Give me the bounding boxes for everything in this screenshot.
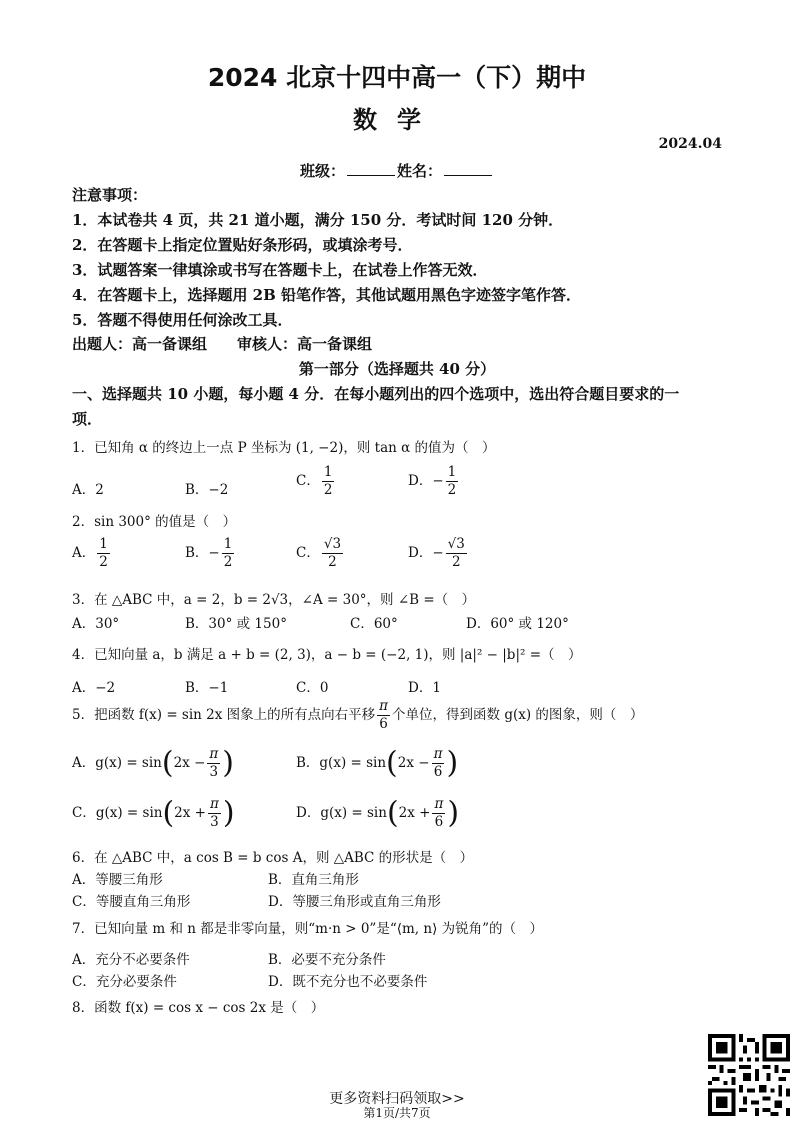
q6-option-d: D．等腰三角形或直角三角形 xyxy=(268,894,441,910)
numerator: π xyxy=(433,746,443,762)
q2-option-c xyxy=(296,536,345,571)
q2-option-d xyxy=(408,536,469,571)
question-2-stem: 2．sin 300° 的值是（ ） xyxy=(72,514,237,530)
q5-option-c-inner: 2x + xyxy=(174,805,206,821)
fraction xyxy=(222,536,235,571)
q5-option-d xyxy=(296,796,459,831)
q5-option-a xyxy=(72,746,234,781)
q2-option-d-label: D．− xyxy=(408,545,444,561)
left-paren: ( xyxy=(386,745,398,781)
numerator: √3 xyxy=(323,536,342,552)
footer-promo[interactable]: 更多资料扫码领取>> xyxy=(329,1091,465,1107)
denominator: 6 xyxy=(434,814,444,830)
exam-title: 2024 北京十四中高一（下）期中 xyxy=(207,63,587,92)
right-paren: ) xyxy=(222,795,235,831)
part1-heading: 第一部分（选择题共 40 分） xyxy=(298,360,496,378)
fraction xyxy=(446,536,467,571)
q1-option-d-label: D．− xyxy=(408,473,444,489)
q7-option-c: C．充分必要条件 xyxy=(72,974,177,990)
q5-option-b xyxy=(296,746,458,781)
q1-option-c xyxy=(296,464,336,499)
q5-option-a-inner: 2x − xyxy=(173,755,206,771)
class-blank xyxy=(347,163,395,176)
q3-option-c: C．60° xyxy=(350,616,398,632)
numerator: 1 xyxy=(447,464,457,480)
fraction xyxy=(432,746,445,781)
note-item: 1．本试卷共 4 页，共 21 道小题，满分 150 分．考试时间 120 分钟． xyxy=(72,211,564,229)
denominator: 3 xyxy=(209,764,219,780)
fraction xyxy=(208,796,221,831)
q1-option-a: A．2 xyxy=(72,482,104,498)
exam-date: 2024.04 xyxy=(658,136,722,152)
denominator: 2 xyxy=(99,554,108,570)
denominator: 3 xyxy=(210,814,219,830)
right-paren: ) xyxy=(222,745,234,781)
q3-option-a: A．30° xyxy=(72,616,120,632)
question-7-stem: 7．已知向量 m 和 n 都是非零向量，则“m·n > 0”是“⟨m, n⟩ 为锐角”的（ ） xyxy=(72,921,544,937)
question-3-stem: 3．在 △ABC 中，a = 2，b = 2√3，∠A = 30°，则 ∠B =（ ） xyxy=(72,592,476,608)
note-item: 5．答题不得使用任何涂改工具． xyxy=(72,311,293,329)
class-name-line xyxy=(0,160,794,181)
denominator: 2 xyxy=(323,482,333,498)
note-item: 2．在答题卡上指定位置贴好条形码，或填涂考号． xyxy=(72,236,413,254)
denominator: 6 xyxy=(379,716,388,732)
q4-option-c: C．0 xyxy=(296,680,329,696)
q5-stem-pre: 5．把函数 f(x) = sin 2x 图象上的所有点向右平移 xyxy=(72,707,376,723)
q6-option-b: B．直角三角形 xyxy=(268,872,359,888)
q5-option-a-pre: A．g(x) = sin xyxy=(72,755,162,771)
fraction xyxy=(377,698,390,733)
question-4-stem: 4．已知向量 a，b 满足 a + b = (2, 3)，a − b = (−2, 1)，则 |a|² − |b|² =（ ） xyxy=(72,647,582,663)
q5-option-b-inner: 2x − xyxy=(397,755,430,771)
denominator: 6 xyxy=(433,764,443,780)
numerator: 1 xyxy=(99,536,108,552)
section-instruction: 一、选择题共 10 小题，每小题 4 分．在每小题列出的四个选项中，选出符合题目要求的一 xyxy=(72,385,680,403)
numerator: √3 xyxy=(447,536,465,552)
q7-option-a: A．充分不必要条件 xyxy=(72,952,190,968)
question-8-stem: 8．函数 f(x) = cos x − cos 2x 是（ ） xyxy=(72,1000,325,1016)
q2-option-c-label: C． xyxy=(296,545,320,561)
page-number: 第1页/共7页 xyxy=(363,1106,431,1120)
note-item: 3．试题答案一律填涂或书写在答题卡上，在试卷上作答无效． xyxy=(72,261,488,279)
denominator: 2 xyxy=(328,554,337,570)
q2-option-a-label: A． xyxy=(72,545,96,561)
q5-option-d-inner: 2x + xyxy=(398,805,431,821)
q5-option-c-pre: C．g(x) = sin xyxy=(72,805,163,821)
q5-option-b-pre: B．g(x) = sin xyxy=(296,755,387,771)
q1-option-d xyxy=(408,464,460,499)
numerator: π xyxy=(434,796,444,812)
note-item: 4．在答题卡上，选择题用 2B 铅笔作答，其他试题用黑色字迹签字笔作答． xyxy=(72,286,581,304)
class-label: 班级： xyxy=(299,162,345,180)
q4-option-a: A．−2 xyxy=(72,680,116,696)
left-paren: ( xyxy=(162,795,175,831)
q1-option-b: B．−2 xyxy=(185,482,229,498)
q4-option-b: B．−1 xyxy=(185,680,229,696)
q2-option-b-label: B．− xyxy=(185,545,220,561)
right-paren: ) xyxy=(447,795,460,831)
fraction xyxy=(97,536,110,571)
q6-option-c: C．等腰直角三角形 xyxy=(72,894,191,910)
q6-option-a: A．等腰三角形 xyxy=(72,872,163,888)
fraction xyxy=(446,464,459,499)
numerator: π xyxy=(209,746,219,762)
numerator: π xyxy=(209,796,219,812)
fraction xyxy=(322,536,343,571)
q3-option-b: B．30° 或 150° xyxy=(185,616,287,632)
name-blank xyxy=(444,163,492,176)
numerator: π xyxy=(379,698,389,714)
q2-option-a xyxy=(72,536,112,571)
numerator: 1 xyxy=(323,464,333,480)
q4-option-d: D．1 xyxy=(408,680,441,696)
authors-line: 出题人：高一备课组 审核人：高一备课组 xyxy=(72,335,373,353)
denominator: 2 xyxy=(451,554,461,570)
question-6-stem: 6．在 △ABC 中，a cos B = b cos A，则 △ABC 的形状是（ ） xyxy=(72,850,474,866)
right-paren: ) xyxy=(446,745,459,781)
q1-option-c-label: C． xyxy=(296,473,320,489)
section-instruction-cont: 项． xyxy=(72,410,103,428)
numerator: 1 xyxy=(223,536,233,552)
name-label: 姓名： xyxy=(397,162,443,180)
q5-option-d-pre: D．g(x) = sin xyxy=(296,805,387,821)
q7-option-b: B．必要不充分条件 xyxy=(268,952,386,968)
fraction xyxy=(207,746,220,781)
question-1-stem: 1．已知角 α 的终边上一点 P 坐标为 (1, −2)，则 tan α 的值为（ ） xyxy=(72,440,496,456)
q2-option-b xyxy=(185,536,236,571)
q7-option-d: D．既不充分也不必要条件 xyxy=(268,974,428,990)
left-paren: ( xyxy=(161,745,174,781)
fraction xyxy=(432,796,445,831)
q3-option-d: D．60° 或 120° xyxy=(466,616,569,632)
q5-option-c xyxy=(72,796,235,831)
question-5-stem xyxy=(72,698,643,733)
fraction xyxy=(322,464,335,499)
exam-subject: 数学 xyxy=(353,106,441,134)
denominator: 2 xyxy=(223,554,233,570)
notes-heading: 注意事项： xyxy=(72,186,148,204)
left-paren: ( xyxy=(386,795,399,831)
denominator: 2 xyxy=(447,482,457,498)
q5-stem-post: 个单位，得到函数 g(x) 的图象，则（ ） xyxy=(392,707,644,723)
